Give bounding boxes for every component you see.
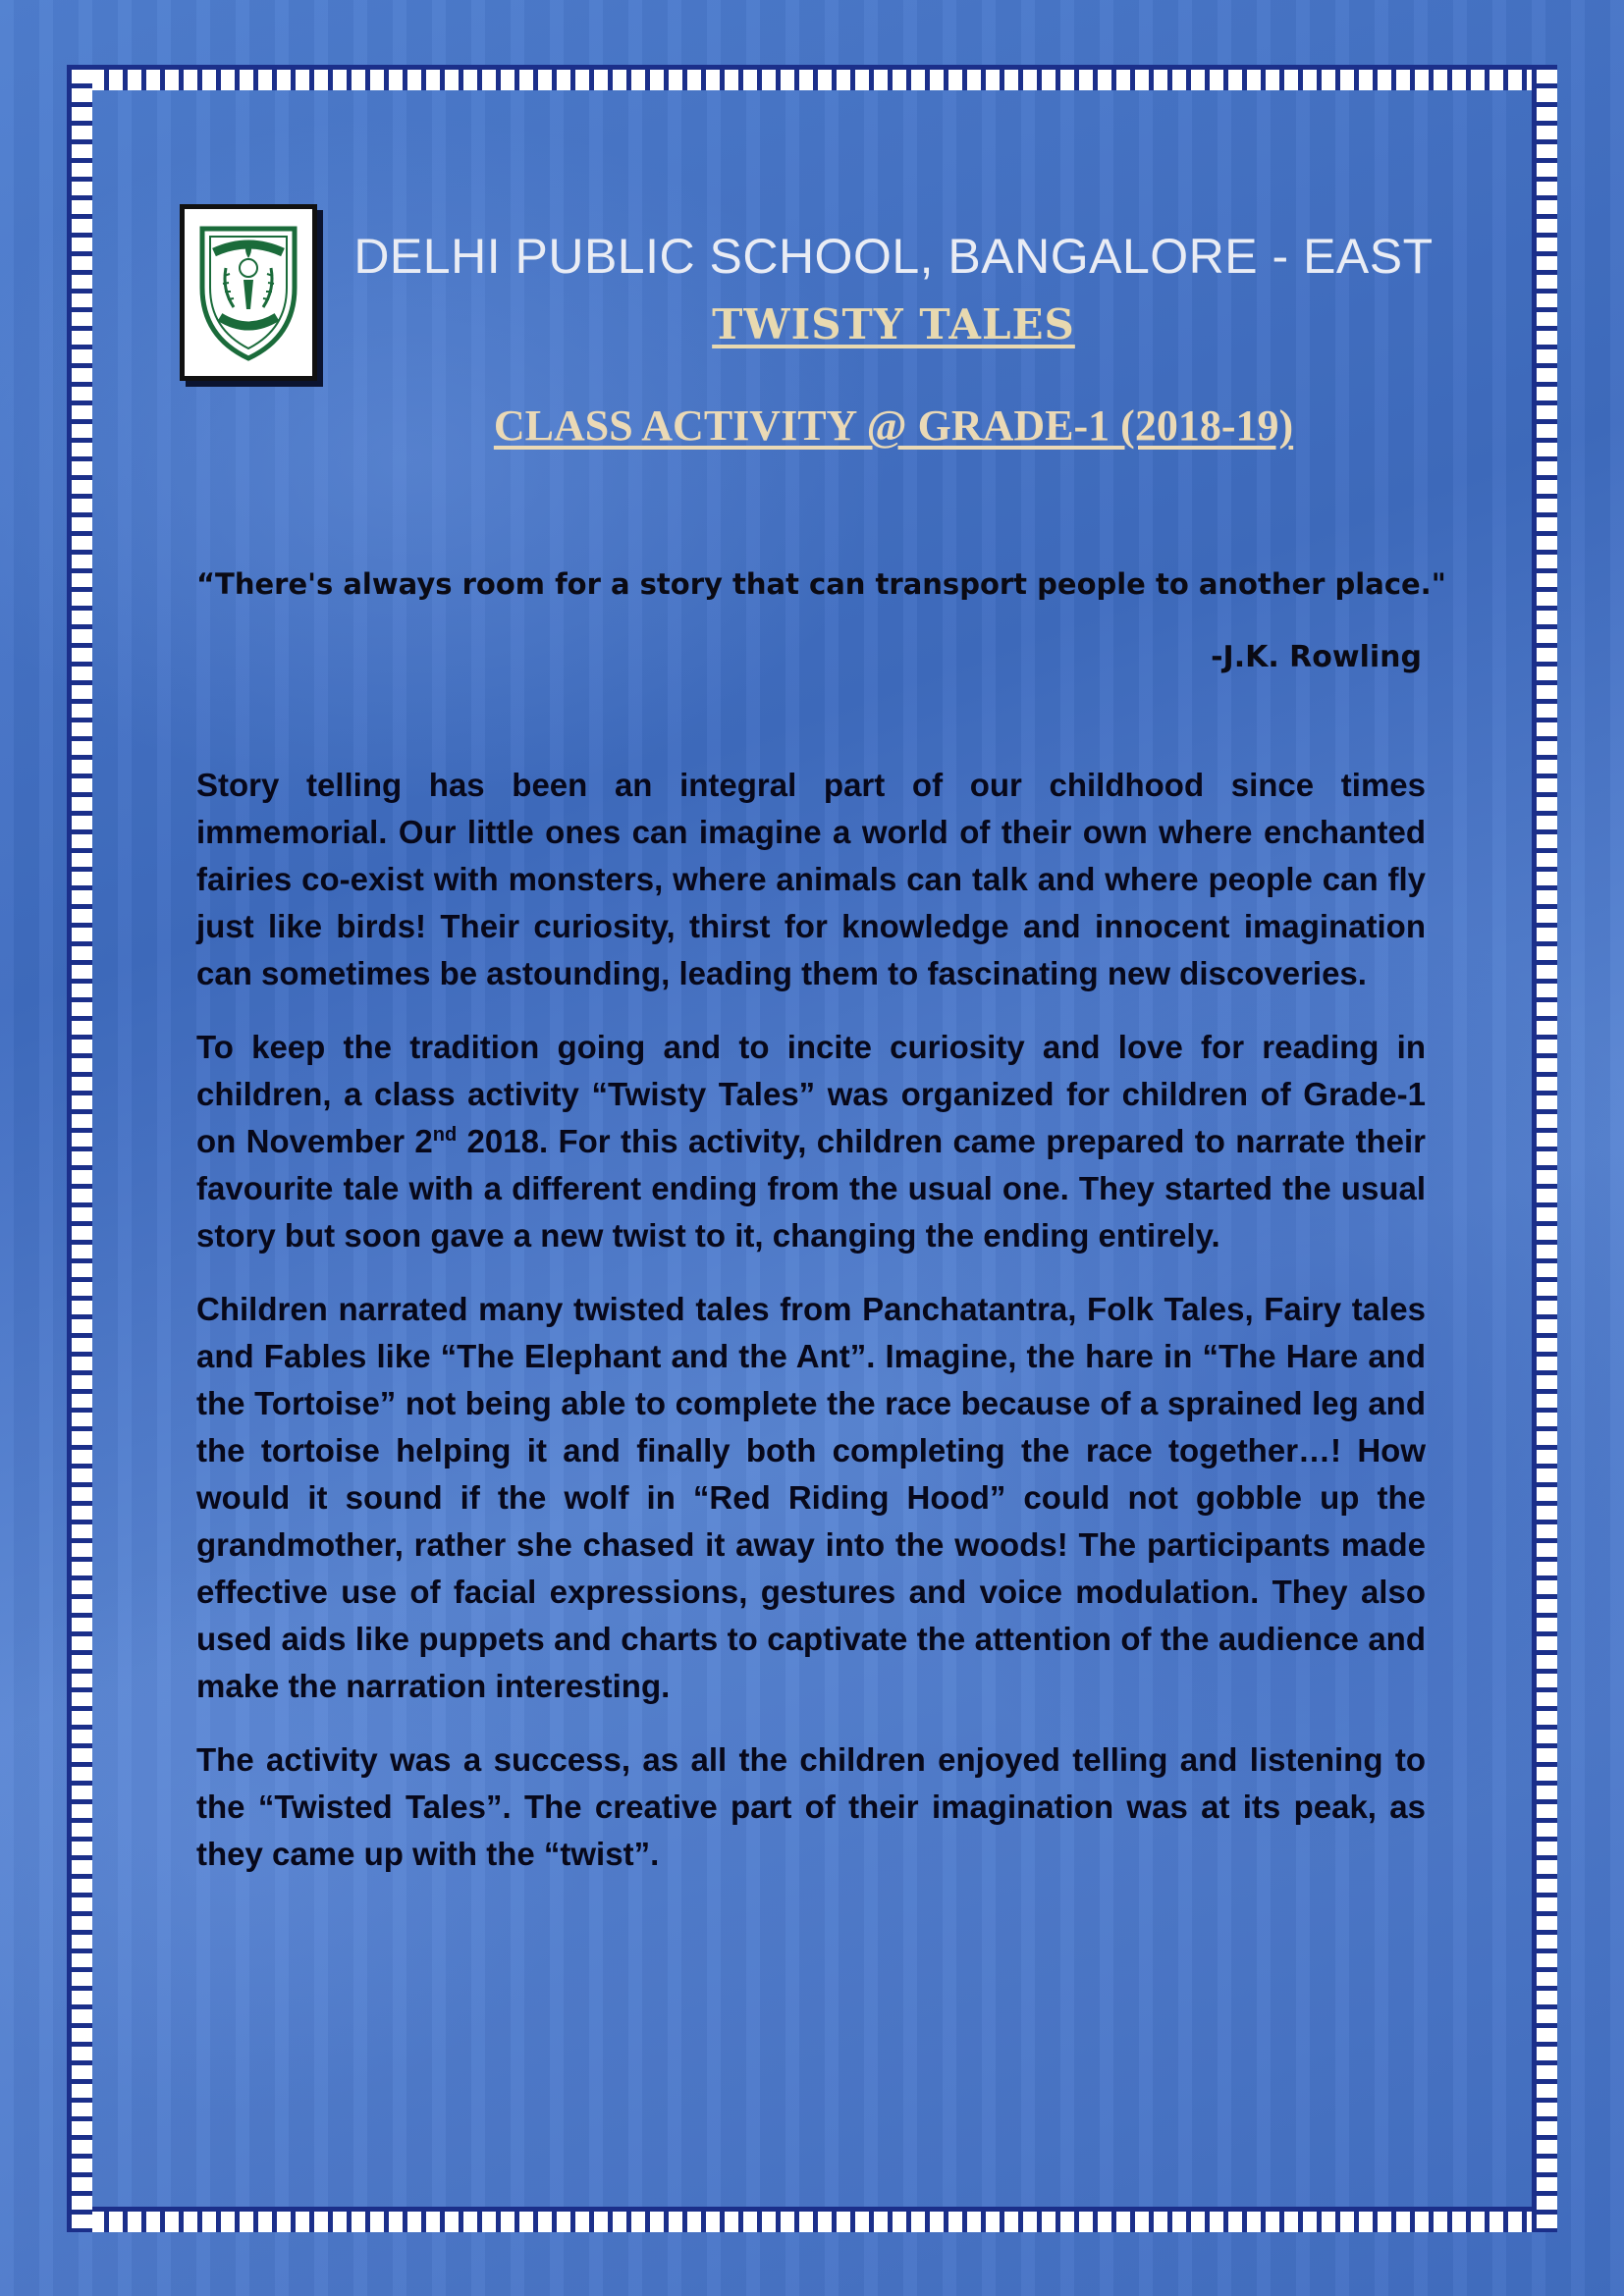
paragraph-1: Story telling has been an integral part of our childhood since times immemorial. Our little ones can imagine a world of their own where enchanted fairies co-exist with monsters, where animals can talk and where people can fly just like birds! Their curiosity, thirst for knowledge and innocent imagination can sometimes be astounding, leading them to fascinating new discoveries. [196, 767, 1426, 991]
paragraph-2-text: To keep the tradition going and to incite curiosity and love for reading in children, a class activity “Twisty Tales” was organized for children of Grade-1 on November 2 [196, 1029, 1426, 1159]
decorative-border-bottom [67, 2207, 1557, 2232]
article-body [196, 762, 1426, 1904]
event-title: TWISTY TALES [712, 300, 1075, 348]
dps-emblem-icon [194, 219, 302, 366]
paragraph-3: Children narrated many twisted tales from Panchatantra, Folk Tales, Fairy tales and Fables like “The Elephant and the Ant”. Imagine, the hare in “The Hare and the Tortoise” not being able to complete the race because of a sprained leg and the tortoise helping it and finally both completing the race together…! How would it sound if the wolf in “Red Riding Hood” could not gobble up the grandmother, rather she chased it away into the woods! The participants made effective use of facial expressions, gestures and voice modulation. They also used aids like puppets and charts to captivate the attention of the audience and make the narration interesting. [196, 1291, 1426, 1704]
school-logo [180, 204, 317, 381]
class-activity-heading: CLASS ACTIVITY @ GRADE-1 (2018-19) [493, 401, 1294, 450]
decorative-border-top [67, 65, 1557, 90]
decorative-border-right [1532, 65, 1557, 2232]
paragraph-2-text-continued: 2018. For this activity, children came prepared to narrate their favourite tale with a different ending from the usual one. They started the usual story but soon gave a new twist to it, changing the ending entirely. [196, 1123, 1426, 1254]
decorative-border-left [67, 65, 92, 2232]
quote-text: “There's always room for a story that can transport people to another place." [196, 567, 1446, 601]
paragraph-4: The activity was a success, as all the children enjoyed telling and listening to the “Twisted Tales”. The creative part of their imagination was at its peak, as they came up with the “twist”. [196, 1741, 1426, 1872]
paragraph-2 [196, 1024, 1426, 1259]
quote-author: -J.K. Rowling [1211, 640, 1422, 674]
school-name: DELHI PUBLIC SCHOOL, BANGALORE - EAST [353, 229, 1434, 284]
ordinal-suffix: nd [432, 1124, 458, 1146]
